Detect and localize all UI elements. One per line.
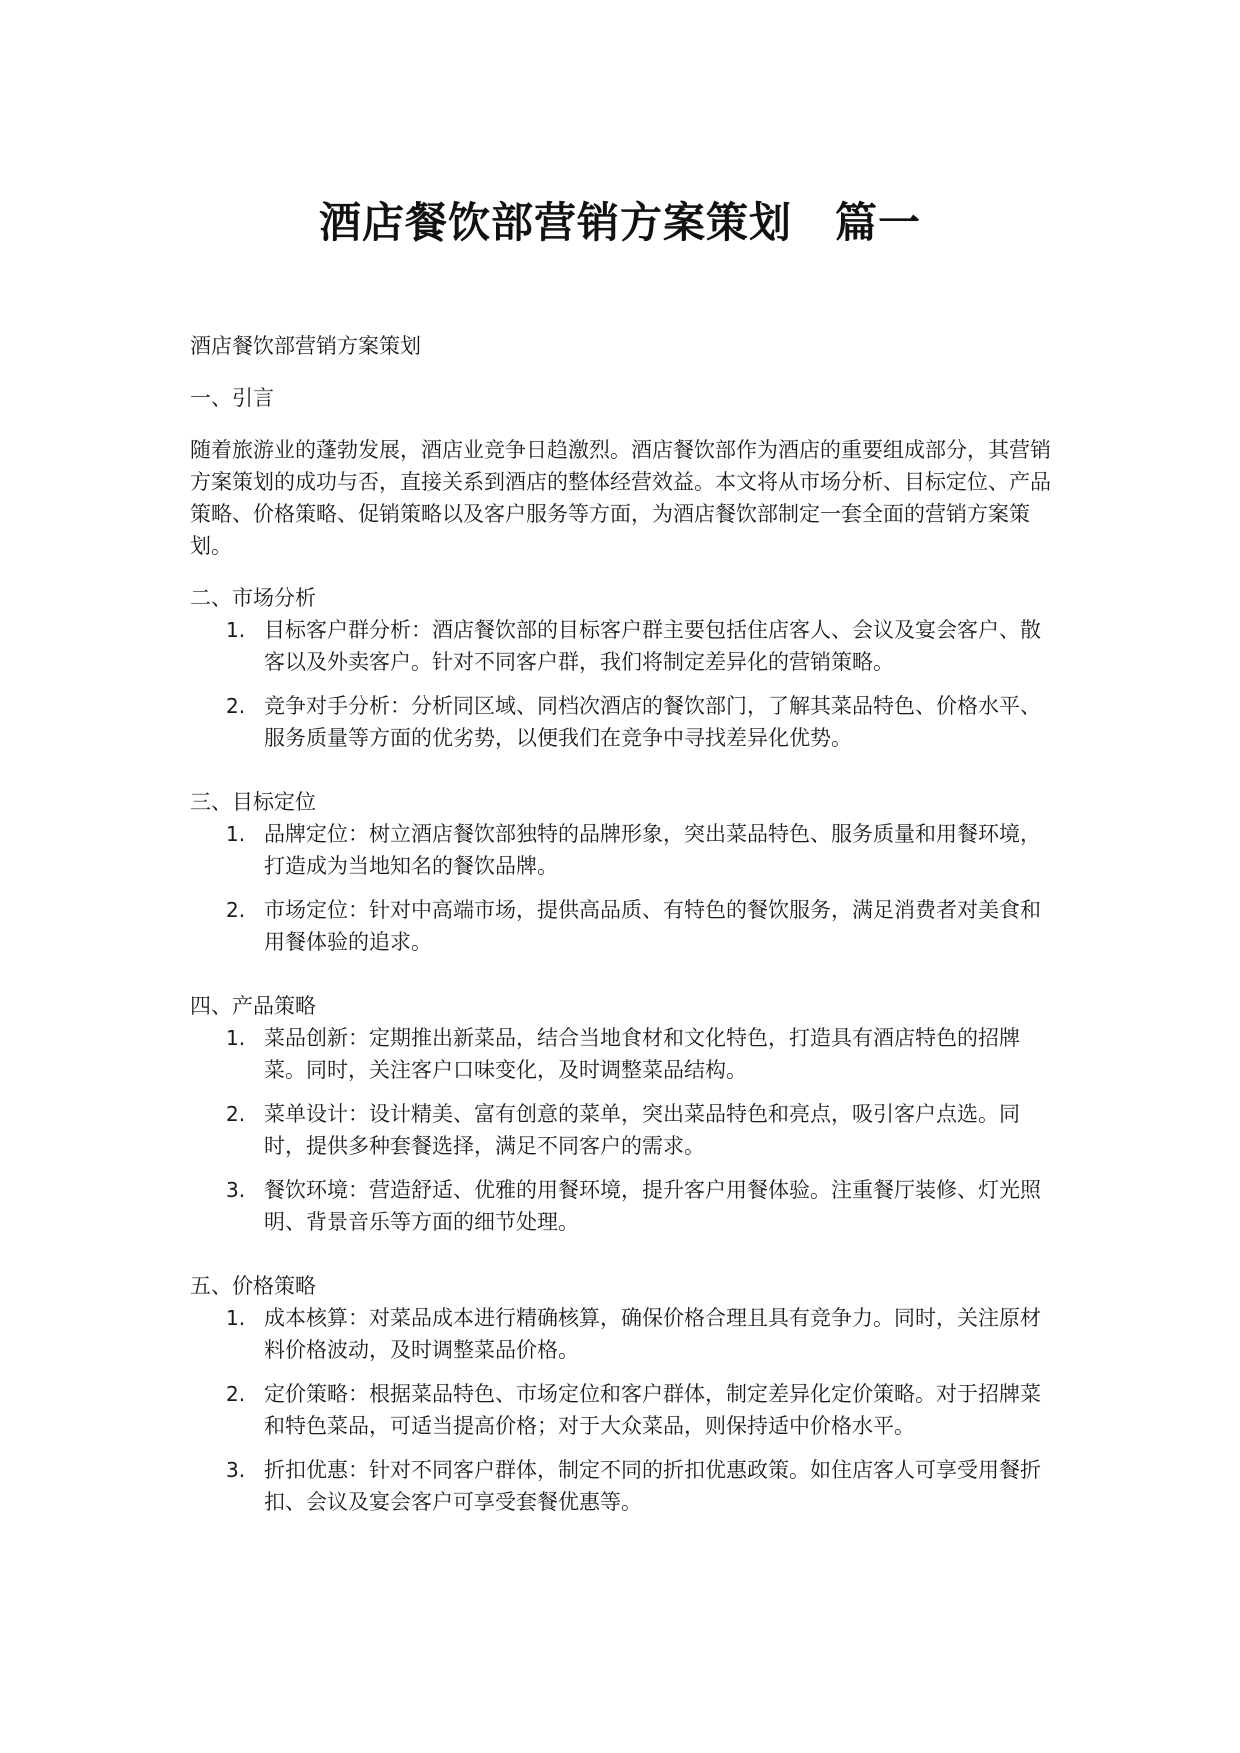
list-item xyxy=(190,818,1056,882)
list-item xyxy=(190,1098,1056,1162)
pricing-strategy-list xyxy=(190,1302,1056,1518)
list-item xyxy=(190,894,1056,958)
product-strategy-list xyxy=(190,1022,1056,1238)
list-item-text: 菜品创新：定期推出新菜品，结合当地食材和文化特色，打造具有酒店特色的招牌菜。同时，关注客户口味变化，及时调整菜品结构。 xyxy=(264,1026,1020,1082)
document-title: 酒店餐饮部营销方案策划 篇一 xyxy=(318,198,921,247)
document-body xyxy=(190,330,1056,1530)
target-positioning-list xyxy=(190,818,1056,958)
list-item-number: 2. xyxy=(226,1102,246,1126)
section-heading-market-analysis: 二、市场分析 xyxy=(190,586,316,610)
list-item xyxy=(190,1454,1056,1518)
list-item xyxy=(190,690,1056,754)
list-item-number: 2. xyxy=(226,898,246,922)
list-item xyxy=(190,1378,1056,1442)
list-item-number: 1. xyxy=(226,1026,246,1050)
list-item-number: 1. xyxy=(226,1306,246,1330)
market-analysis-list xyxy=(190,614,1056,754)
section-heading-target-positioning: 三、目标定位 xyxy=(190,790,316,814)
list-item-text: 竞争对手分析：分析同区域、同档次酒店的餐饮部门，了解其菜品特色、价格水平、服务质量等方面的优劣势，以便我们在竞争中寻找差异化优势。 xyxy=(264,694,1041,750)
list-item xyxy=(190,1174,1056,1238)
list-item-text: 折扣优惠：针对不同客户群体，制定不同的折扣优惠政策。如住店客人可享受用餐折扣、会议及宴会客户可享受套餐优惠等。 xyxy=(264,1458,1041,1514)
list-item-text: 定价策略：根据菜品特色、市场定位和客户群体，制定差异化定价策略。对于招牌菜和特色菜品，可适当提高价格；对于大众菜品，则保持适中价格水平。 xyxy=(264,1382,1041,1438)
list-item-text: 品牌定位：树立酒店餐饮部独特的品牌形象，突出菜品特色、服务质量和用餐环境，打造成为当地知名的餐饮品牌。 xyxy=(264,822,1041,878)
list-item-text: 目标客户群分析：酒店餐饮部的目标客户群主要包括住店客人、会议及宴会客户、散客以及外卖客户。针对不同客户群，我们将制定差异化的营销策略。 xyxy=(264,618,1041,674)
list-item-number: 1. xyxy=(226,618,246,642)
list-item-text: 成本核算：对菜品成本进行精确核算，确保价格合理且具有竞争力。同时，关注原材料价格波动，及时调整菜品价格。 xyxy=(264,1306,1041,1362)
section-heading-product-strategy: 四、产品策略 xyxy=(190,994,316,1018)
section-heading-pricing-strategy: 五、价格策略 xyxy=(190,1274,316,1298)
list-item-number: 3. xyxy=(226,1178,246,1202)
list-item-number: 2. xyxy=(226,1382,246,1406)
section-paragraph-intro: 随着旅游业的蓬勃发展，酒店业竞争日趋激烈。酒店餐饮部作为酒店的重要组成部分，其营销方案策划的成功与否，直接关系到酒店的整体经营效益。本文将从市场分析、目标定位、产品策略、价格策略、促销策略以及客户服务等方面，为酒店餐饮部制定一套全面的营销方案策划。 xyxy=(190,438,1051,558)
list-item-number: 2. xyxy=(226,694,246,718)
list-item xyxy=(190,1022,1056,1086)
list-item-text: 市场定位：针对中高端市场，提供高品质、有特色的餐饮服务，满足消费者对美食和用餐体验的追求。 xyxy=(264,898,1041,954)
list-item xyxy=(190,614,1056,678)
list-item-number: 3. xyxy=(226,1458,246,1482)
section-heading-intro: 一、引言 xyxy=(190,386,274,410)
list-item-number: 1. xyxy=(226,822,246,846)
list-item-text: 菜单设计：设计精美、富有创意的菜单，突出菜品特色和亮点，吸引客户点选。同时，提供多种套餐选择，满足不同客户的需求。 xyxy=(264,1102,1020,1158)
list-item-text: 餐饮环境：营造舒适、优雅的用餐环境，提升客户用餐体验。注重餐厅装修、灯光照明、背景音乐等方面的细节处理。 xyxy=(264,1178,1041,1234)
document-subtitle: 酒店餐饮部营销方案策划 xyxy=(190,334,421,358)
list-item xyxy=(190,1302,1056,1366)
